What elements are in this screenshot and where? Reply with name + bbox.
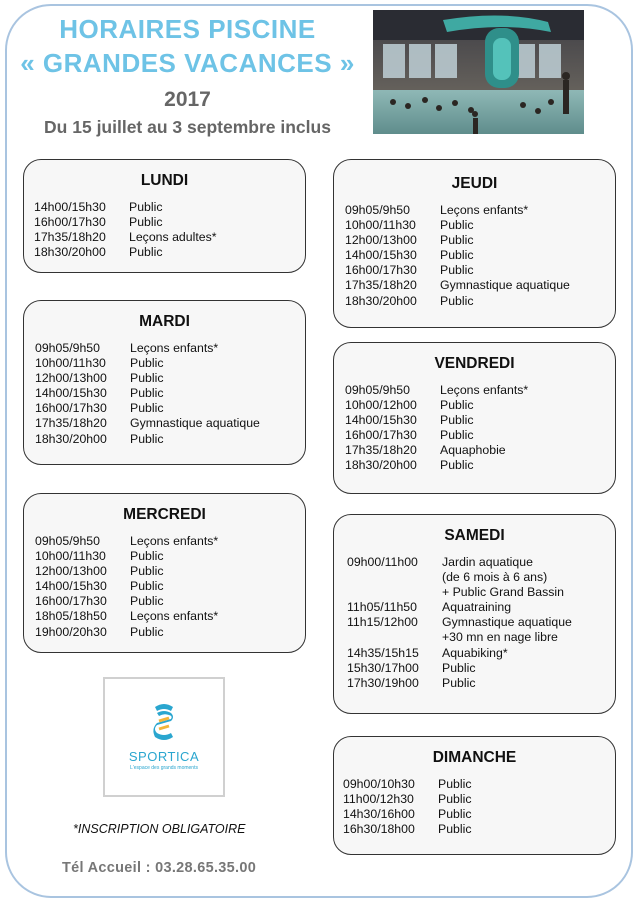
sportica-logo-icon [149,701,179,745]
schedule-row: 10h00/11h30 Public [345,218,474,233]
schedule-row: 17h35/18h20 Gymnastique aquatique [345,278,570,293]
page-title-line1: HORAIRES PISCINE [59,14,316,44]
day-title: JEUDI [451,175,498,192]
schedule-row: 14h00/15h30 Public [35,386,164,401]
schedule-row: 17h35/18h20 Aquaphobie [345,443,506,458]
year-label: 2017 [164,88,211,111]
schedule-row: 18h30/20h00 Public [345,458,474,473]
day-box-vendredi [333,342,616,494]
schedule-row: 09h05/9h50 Leçons enfants* [345,383,529,397]
schedule-row: 11h05/11h50 Aquatraining [347,600,512,615]
schedule-row: 17h35/18h20 Leçons adultes* [34,230,217,245]
logo-name: SPORTICA [128,749,200,764]
schedule-row: 11h00/12h30 Public [343,792,472,807]
schedule-row: 16h00/17h30 Public [345,428,474,443]
schedule-row: 09h05/9h50 Leçons enfants* [345,203,529,217]
day-title: LUNDI [140,172,189,189]
schedule-row: 12h00/13h00 Public [35,564,164,579]
schedule-row: 14h00/15h30 Public [35,579,164,594]
schedule-row: 09h00/10h30 Public [343,777,472,791]
schedule-row: 17h35/18h20 Gymnastique aquatique [35,416,260,431]
day-box-dimanche [333,736,616,855]
schedule-row: 16h00/17h30 Public [35,594,164,609]
schedule-row: 16h00/17h30 Public [345,263,474,278]
schedule-row: 14h35/15h15 Aquabiking* [347,645,508,660]
page-title-line2: « GRANDES VACANCES » [20,48,355,78]
phone-number: Tél Accueil : 03.28.65.35.00 [62,860,257,876]
day-box-samedi [333,514,616,714]
day-box-lundi [23,159,306,273]
schedule-row: 18h30/20h00 Public [35,431,164,446]
day-title: DIMANCHE [432,749,517,766]
day-title: MERCREDI [123,506,206,523]
schedule-row: 14h00/15h30 Public [345,248,474,263]
schedule-row: 15h30/17h00 Public [347,660,476,675]
schedule-row: (de 6 mois à 6 ans) [442,570,548,585]
schedule-row: 10h00/11h30 Public [35,356,164,371]
schedule-row: 16h00/17h30 Public [35,401,164,416]
day-box-jeudi [333,159,616,328]
schedule-row: 18h05/18h50 Leçons enfants* [35,609,219,624]
logo-tagline: L'espace des grands moments [130,765,198,771]
schedule-row: 09h00/11h00 Jardin aquatique [347,555,533,569]
schedule-row: 16h00/17h30 Public [34,215,163,230]
schedule-row: 19h00/20h30 Public [35,624,164,639]
period-label: Du 15 juillet au 3 septembre inclus [44,117,331,137]
schedule-row: 09h05/9h50 Leçons enfants* [35,534,219,548]
schedule-row: +30 mn en nage libre [442,630,558,645]
schedule-row: + Public Grand Bassin [442,585,565,600]
schedule-row: 16h30/18h00 Public [343,822,472,837]
day-box-mercredi [23,493,306,653]
day-title: MARDI [139,313,190,330]
schedule-row: 17h30/19h00 Public [347,675,476,690]
sportica-logo [103,677,225,797]
day-box-mardi [23,300,306,465]
schedule-row: 14h00/15h30 Public [345,413,474,428]
schedule-row: 11h15/12h00 Gymnastique aquatique [347,615,572,630]
schedule-row: 12h00/13h00 Public [345,233,474,248]
schedule-row: 10h00/11h30 Public [35,549,164,564]
pool-photo [373,10,584,134]
schedule-row: 18h30/20h00 Public [34,245,163,260]
schedule-row: 18h30/20h00 Public [345,293,474,308]
schedule-row: 09h05/9h50 Leçons enfants* [35,341,219,355]
schedule-row: 14h30/16h00 Public [343,807,472,822]
day-title: VENDREDI [434,355,515,372]
schedule-row: 10h00/12h00 Public [345,398,474,413]
schedule-row: 12h00/13h00 Public [35,371,164,386]
inscription-note: *INSCRIPTION OBLIGATOIRE [73,822,246,836]
day-title: SAMEDI [444,527,505,544]
schedule-row: 14h00/15h30 Public [34,200,163,214]
